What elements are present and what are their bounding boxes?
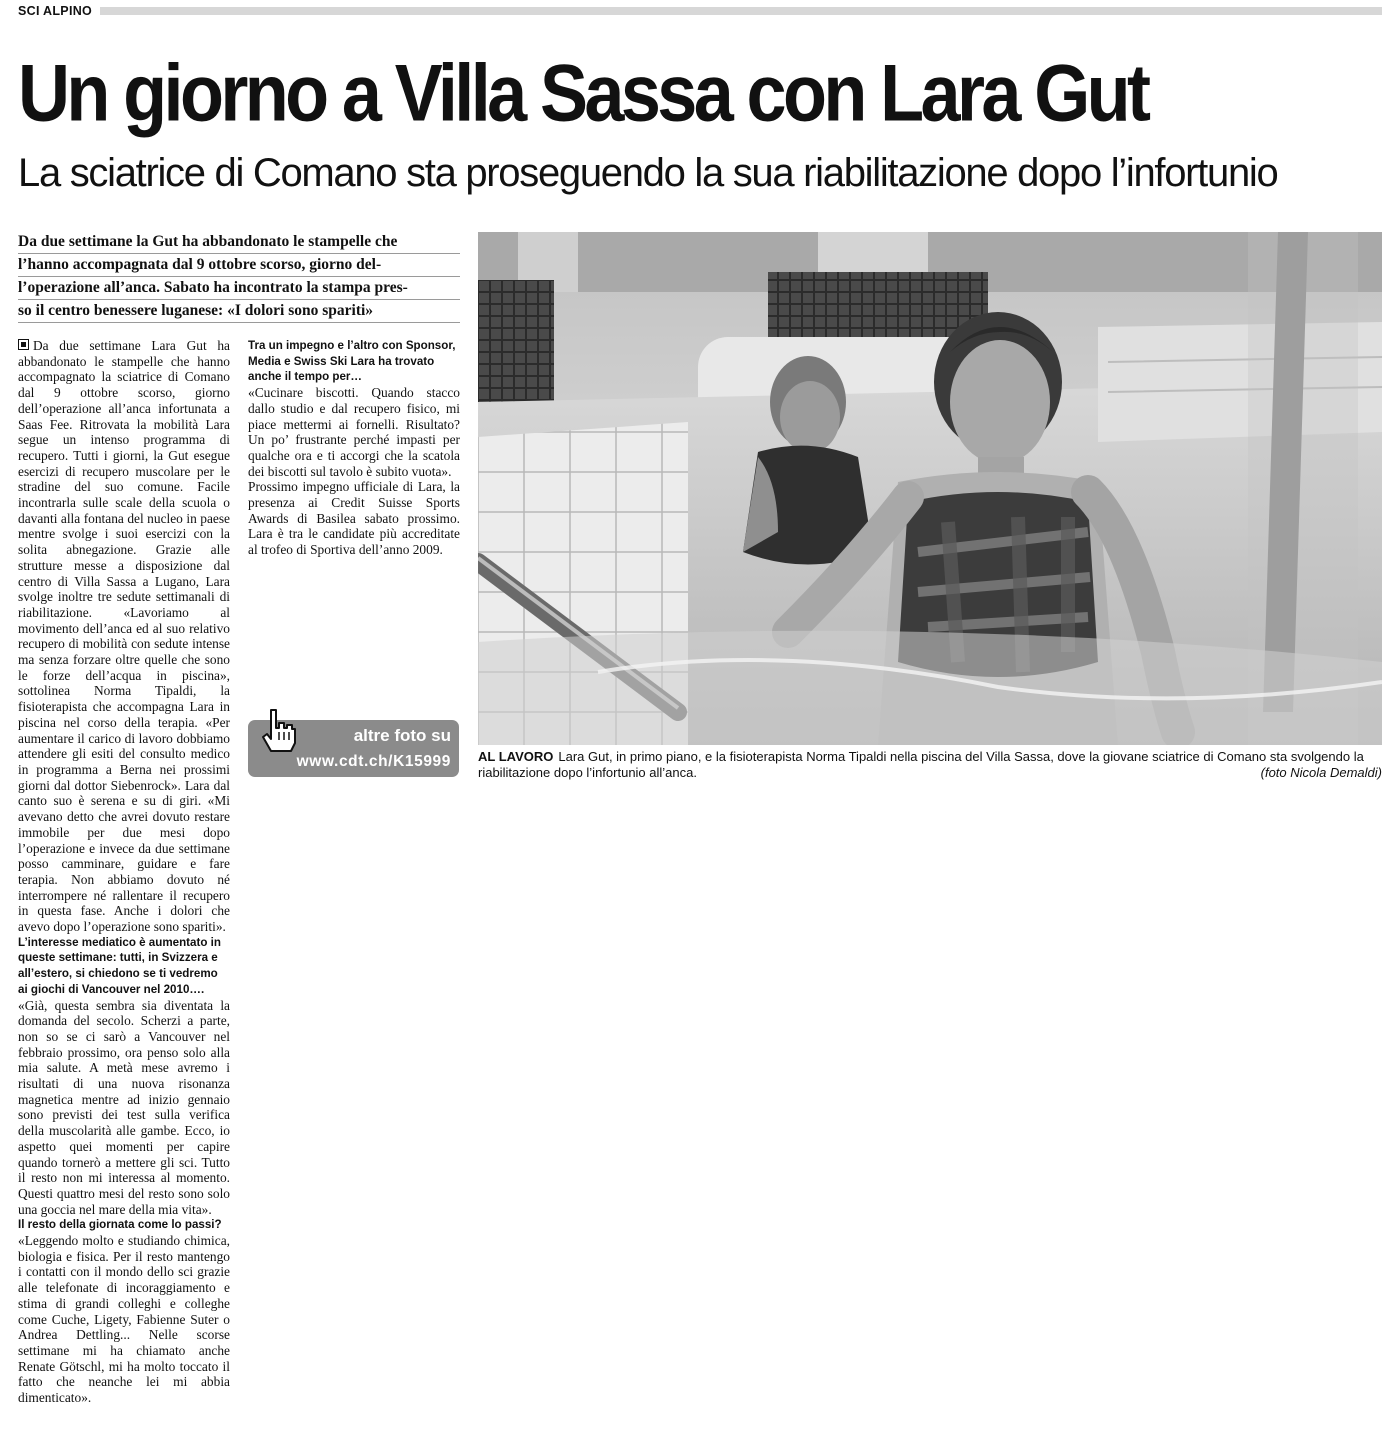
promo-line-1: altre foto su	[353, 726, 451, 745]
interview-question: Il resto della giornata come lo passi?	[18, 1218, 222, 1232]
body-paragraph: «Cucinare biscotti. Quando stacco dallo studio e dal recupero fisico, mi piace mettermi ai fornelli. Risultato? Un po’ frustrante perché impasti per qualche ora e ti accorgi che la scatola dei biscotti sul tavolo è subito vuota».	[248, 385, 460, 479]
body-paragraph: Prossimo impegno ufficiale di Lara, la presenza ai Credit Suisse Sports Awards di Basilea sabato prossimo. Lara è tra le candidate più accreditate al trofeo di Sportiva dell’anno 2009.	[248, 479, 460, 558]
body-paragraph	[18, 338, 230, 935]
bullet-square-icon	[18, 339, 29, 350]
lead-line: Da due settimane la Gut ha abbandonato le stampelle che	[18, 231, 460, 254]
interview-question: L’interesse mediatico è aumentato in queste settimane: tutti, in Svizzera e all’estero, si chiedono se ti vedremo ai giochi di Vancouver nel 2010….	[18, 935, 221, 996]
lead-paragraph	[18, 231, 460, 323]
body-text: Da due settimane Lara Gut ha abbandonato le stampelle che hanno accompagnato la sciatrice di Comano dal 9 ottobre scorso, giorno dell’operazione all’anca infortunata a Saas Fee. Ritrovata la mobilità Lara segue un intenso programma di recupero. Tutti i giorni, la Gut esegue esercizi di recupero muscolare per le stradine del suo comune. Facile incontrarla sulle scale della scuola o davanti alla fontana del nucleo in paese mentre svolge i suoi esercizi con la solita abnegazione. Grazie alle strutture messe a disposizione dal centro di Villa Sassa a Lugano, Lara svolge inoltre tre sedute settimanali di riabilitazione. «Lavoriamo al movimento dell’anca ed al suo relativo recupero di mobilità con sedute intense ma senza forzare oltre quelle che sono le forze dell’acqua in piscina», sottolinea Norma Tipaldi, la fisioterapista che accompagna Lara in piscina nel corso della terapia. «Per aumentare il carico di lavoro dobbiamo attendere gli esiti del consulto medico in programma a Berna nei prossimi giorni dal dottor Siebenrock». Lara dal canto suo è serena e su di giri. «Mi avevano detto che avrei dovuto restare immobile per due mesi dopo l’operazione e invece da due settimane posso camminare, guidare e fare terapia. Non abbiamo dovuto né interrompere né rallentare il recupero in questa fase. Anche i dolori che avevo dopo l’operazione sono spariti».	[18, 338, 230, 935]
headline: Un giorno a Villa Sassa con Lara Gut	[18, 48, 1148, 139]
more-photos-link[interactable]	[248, 720, 459, 777]
caption-label: AL LAVORO	[478, 749, 554, 764]
section-label: SCI ALPINO	[18, 4, 93, 18]
body-paragraph: «Leggendo molto e studiando chimica, biologia e fisica. Per il resto mantengo i contatti con il mondo dello sci grazie alle telefonate di incoraggiamento e stima di grandi colleghi e colleghe come Cuche, Ligety, Fabienne Suter o Andrea Dettling... Nelle scorse settimane mi ha chiamato anche Renate Götschl, mi ha molto toccato il fatto che neanche lei mi abbia dimenticato».	[18, 1233, 230, 1406]
body-paragraph: «Già, questa sembra sia diventata la domanda del secolo. Scherzi a parte, non so se ci sarò a Vancouver nel febbraio prossimo, ora penso solo alla mia salute. A metà mese avremo i risultati di una nuova risonanza magnetica mentre ad inizio gennaio sono previsti dei test sulla verifica della muscolarità alle gambe. Ecco, io aspetto quei momenti per capire quando tornerò a mettere gli sci. Tutto il resto non mi interessa al momento. Questi quattro mesi del resto sono solo una goccia nel mare della mia vita».	[18, 997, 230, 1217]
photo-caption	[478, 749, 1382, 781]
photo-credit: (foto Nicola Demaldi)	[1260, 765, 1382, 780]
caption-text: Lara Gut, in primo piano, e la fisioterapista Norma Tipaldi nella piscina del Villa Sassa, dove la giovane sciatrice di Comano sta svolgendo la riabilitazione dopo l’infortunio all’anca.	[478, 749, 1364, 780]
article-column-1	[18, 338, 230, 1406]
promo-url[interactable]: www.cdt.ch/K15999	[296, 753, 451, 770]
section-header	[18, 4, 1382, 18]
lead-line: l’operazione all’anca. Sabato ha incontrato la stampa pres-	[18, 277, 460, 300]
lead-line: so il centro benessere luganese: «I dolori sono spariti»	[18, 300, 460, 323]
article-photo	[478, 232, 1382, 745]
pool-photo-illustration	[478, 232, 1382, 745]
section-rule	[100, 7, 1382, 15]
article-column-2	[248, 338, 460, 558]
subheadline: La sciatrice di Comano sta proseguendo la sua riabilitazione dopo l’infortunio	[18, 151, 1278, 195]
hand-pointer-icon	[254, 706, 302, 754]
lead-line: l’hanno accompagnata dal 9 ottobre scorso, giorno del-	[18, 254, 460, 277]
interview-question: Tra un impegno e l’altro con Sponsor, Media e Swiss Ski Lara ha trovato anche il tempo per…	[248, 339, 456, 384]
